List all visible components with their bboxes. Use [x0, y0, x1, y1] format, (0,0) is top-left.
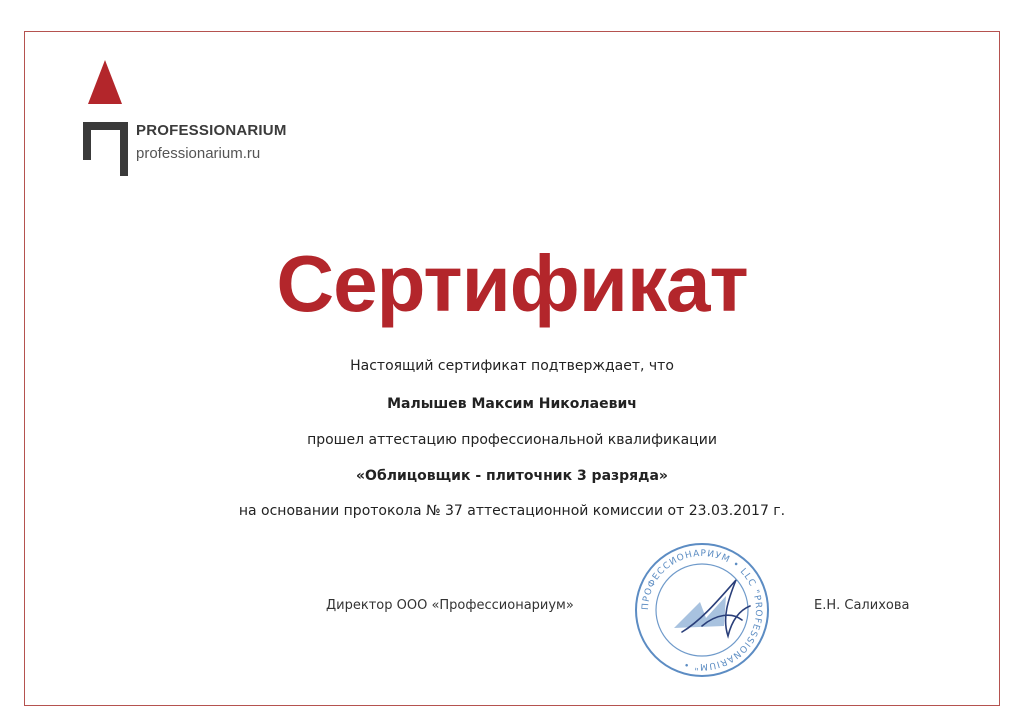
logo-name: PROFESSIONARIUM	[136, 122, 287, 139]
stamp-text: ПРОФЕССИОНАРИУМ • LLC "PROFESSIONARIUM" •	[640, 548, 764, 672]
intro-text: Настоящий сертификат подтверждает, что	[350, 358, 674, 374]
certificate-title: Сертификат	[276, 239, 748, 328]
qualification-text: «Облицовщик - плиточник 3 разряда»	[356, 468, 668, 484]
passed-text: прошел аттестацию профессиональной квалификации	[307, 432, 717, 448]
professionarium-logo-icon	[80, 60, 280, 180]
logo-url: professionarium.ru	[136, 145, 261, 162]
recipient-name: Малышев Максим Николаевич	[387, 396, 637, 412]
company-stamp-icon	[632, 540, 772, 680]
director-name: Е.Н. Салихова	[814, 598, 910, 613]
basis-text: на основании протокола № 37 аттестационной комиссии от 23.03.2017 г.	[238, 503, 786, 519]
director-position: Директор ООО «Профессионариум»	[326, 598, 574, 613]
